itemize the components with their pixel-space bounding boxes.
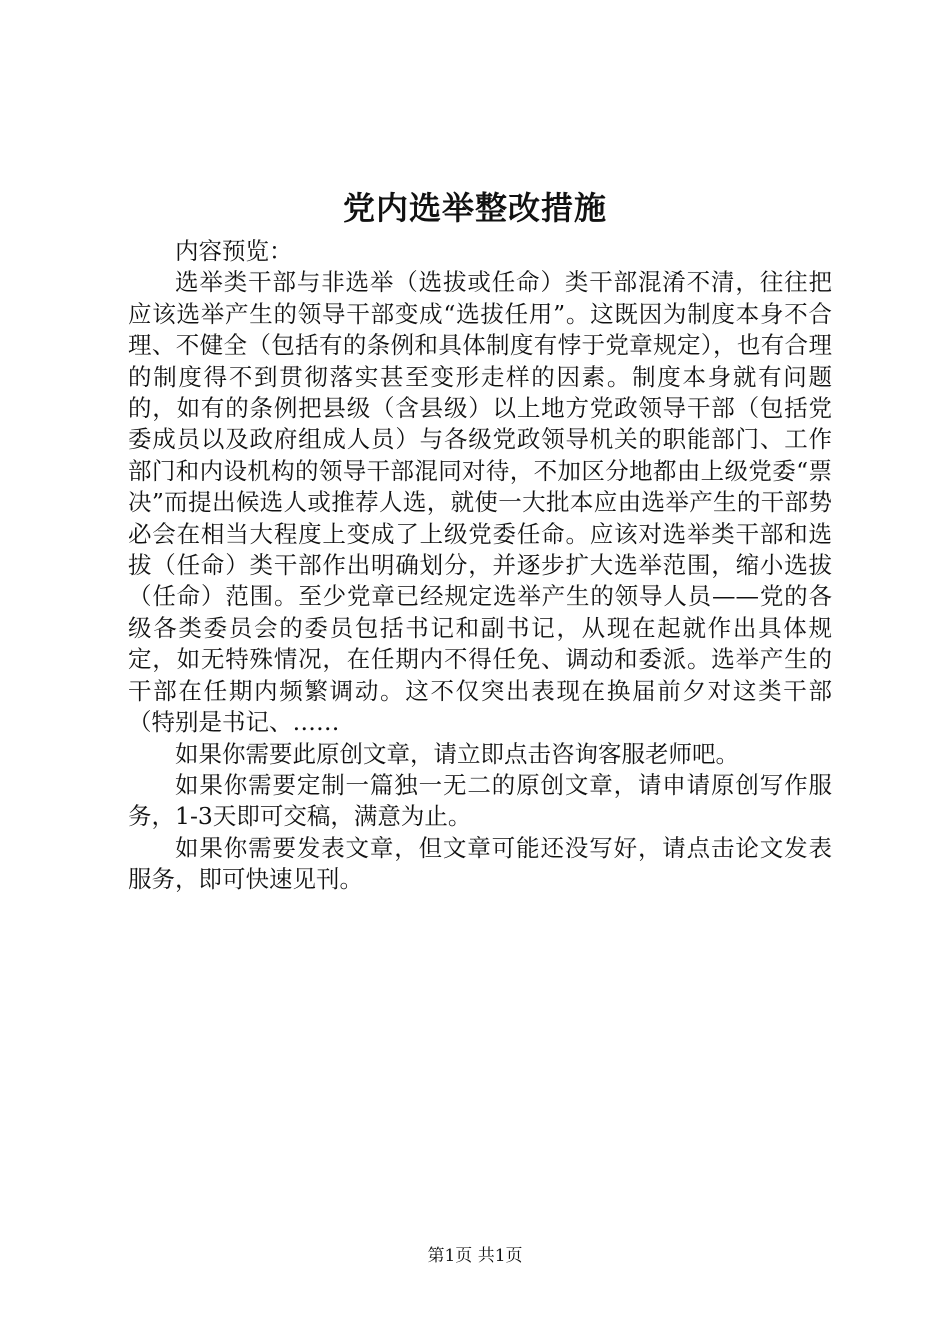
page-number-footer: 第1页 共1页 (427, 1246, 523, 1266)
document-title: 党内选举整改措施 (342, 189, 607, 227)
preview-paragraph: 选举类干部与非选举（选拔或任命）类干部混淆不清，往往把应该选举产生的领导干部变成“选拔任用”。这既因为制度本身不合理、不健全（包括有的条例和具体制度有悖于党章规定），也有合理的制度得不到贯彻落实甚至变形走样的因素。制度本身就有问题的，如有的条例把县级（含县级）以上地方党政领导干部（包括党委成员以及政府组成人员）与各级党政领导机关的职能部门、工作部门和内设机构的领导干部混同对待，不加区分地都由上级党委“票决”而提出候选人或推荐人选，就使一大批本应由选举产生的干部势必会在相当大程度上变成了上级党委任命。应该对选举类干部和选拔（任命）类干部作出明确划分，并逐步扩大选举范围，缩小选拔（任命）范围。至少党章已经规定选举产生的领导人员——党的各级各类委员会的委员包括书记和副书记，从现在起就作出具体规定，如无特殊情况，在任期内不得任免、调动和委派。选举产生的干部在任期内频繁调动。这不仅突出表现在换届前夕对这类干部（特别是书记、…… (128, 268, 832, 737)
custom-writing-paragraph: 如果你需要定制一篇独一无二的原创文章，请申请原创写作服务，1-3天即可交稿，满意为止。 (128, 770, 832, 831)
contact-service-paragraph: 如果你需要此原创文章，请立即点击咨询客服老师吧。 (175, 739, 739, 768)
preview-label: 内容预览： (175, 237, 293, 265)
publish-service-paragraph: 如果你需要发表文章，但文章可能还没写好，请点击论文发表服务，即可快速见刊。 (128, 833, 832, 894)
document-body (128, 236, 832, 896)
